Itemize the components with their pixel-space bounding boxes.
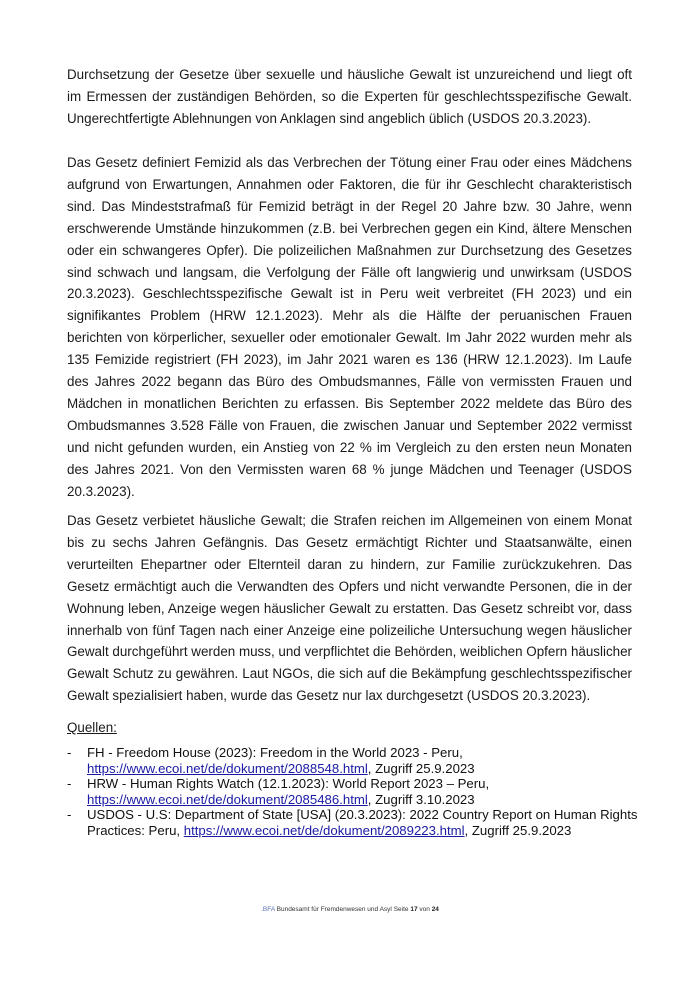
bfa-logo: .BFA [261,906,275,913]
page-label: Seite [393,906,409,913]
source-item-usdos [67,807,647,838]
source-citation: FH - Freedom House (2023): Freedom in the World 2023 - Peru, [87,745,463,760]
paragraph-femicide: Das Gesetz definiert Femizid als das Verbrechen der Tötung einer Frau oder eines Mädchens aufgrund von Erwartungen, Annahmen oder Faktoren, die für ihr Geschlecht charakteristisch sind. Das Mindeststrafmaß für Femizid beträgt in der Regel 20 Jahre bzw. 30 Jahre, wenn erschwerende Umstände hinzukommen (z.B. bei Verbrechen gegen ein Kind, ältere Menschen oder ein schwangeres Opfer). Die polizeilichen Maßnahmen zur Durchsetzung des Gesetzes sind schwach und langsam, die Verfolgung der Fälle oft langwierig und unwirksam (USDOS 20.3.2023). Geschlechtsspezifische Gewalt ist in Peru weit verbreitet (FH 2023) und ein signifikantes Problem (HRW 12.1.2023). Mehr als die Hälfte der peruanischen Frauen berichten von körperlicher, sexueller oder emotionaler Gewalt. Im Jahr 2022 wurden mehr als 135 Femizide registriert (FH 2023), im Jahr 2021 waren es 136 (HRW 12.1.2023). Im Laufe des Jahres 2022 begann das Büro des Ombudsmannes, Fälle von vermissten Frauen und Mädchen in monatlichen Berichten zu erfassen. Bis September 2022 meldete das Büro des Ombudsmannes 3.528 Fälle von Frauen, die zwischen Januar und September 2022 vermisst und nicht gefunden wurden, ein Anstieg von 22 % im Vergleich zu den ersten neun Monaten des Jahres 2021. Von den Vermissten waren 68 % junge Mädchen und Teenager (USDOS 20.3.2023). [67,155,632,499]
bullet-dash: - [67,807,72,822]
sources-list [67,745,647,838]
source-access-date: , Zugriff 3.10.2023 [367,791,475,807]
page-current: 17 [410,906,418,913]
source-link[interactable]: https://www.ecoi.net/de/dokument/2088548.html [87,760,368,776]
page-of: von [419,906,430,913]
source-link[interactable]: https://www.ecoi.net/de/dokument/2089223.html [183,822,465,838]
source-access-date: , Zugriff 25.9.2023 [464,822,572,838]
agency-name: Bundesamt für Fremdenwesen und Asyl [276,906,392,913]
page-total: 24 [431,906,439,913]
source-item-hrw [67,776,647,807]
source-citation: HRW - Human Rights Watch (12.1.2023): World Report 2023 – Peru, [87,776,490,791]
source-item-fh [67,745,647,776]
paragraph-enforcement: Durchsetzung der Gesetze über sexuelle und häusliche Gewalt ist unzureichend und liegt oft im Ermessen der zuständigen Behörden, so die Experten für geschlechtsspezifische Gewalt. Ungerechtfertigte Ablehnungen von Anklagen sind angeblich üblich (USDOS 20.3.2023). [67,67,632,126]
source-citation: USDOS - U.S: Department of State [USA] (20.3.2023): 2022 Country Report on Human Rights Practices: Peru, [87,807,638,838]
sources-heading: Quellen: [67,720,117,735]
bullet-dash: - [67,745,72,760]
source-link[interactable]: https://www.ecoi.net/de/dokument/2085486.html [87,791,368,807]
paragraph-domestic-violence: Das Gesetz verbietet häusliche Gewalt; die Strafen reichen im Allgemeinen von einem Monat bis zu sechs Jahren Gefängnis. Das Gesetz ermächtigt Richter und Staatsanwälte, einen verurteilten Ehepartner oder Elternteil daran zu hindern, zur Familie zurückzukehren. Das Gesetz ermächtigt auch die Verwandten des Opfers und nicht verwandte Personen, die in der Wohnung leben, Anzeige wegen häuslicher Gewalt zu erstatten. Das Gesetz schreibt vor, dass innerhalb von fünf Tagen nach einer Anzeige eine polizeiliche Untersuchung wegen häuslicher Gewalt durchgeführt werden muss, und verpflichtet die Behörden, weiblichen Opfern häuslicher Gewalt Schutz zu gewähren. Laut NGOs, die sich auf die Bekämpfung geschlechtsspezifischer Gewalt spezialisiert haben, wurde das Gesetz nur lax durchgesetzt (USDOS 20.3.2023). [67,513,632,704]
page-footer [0,906,700,913]
source-access-date: , Zugriff 25.9.2023 [367,760,475,776]
bullet-dash: - [67,776,72,791]
